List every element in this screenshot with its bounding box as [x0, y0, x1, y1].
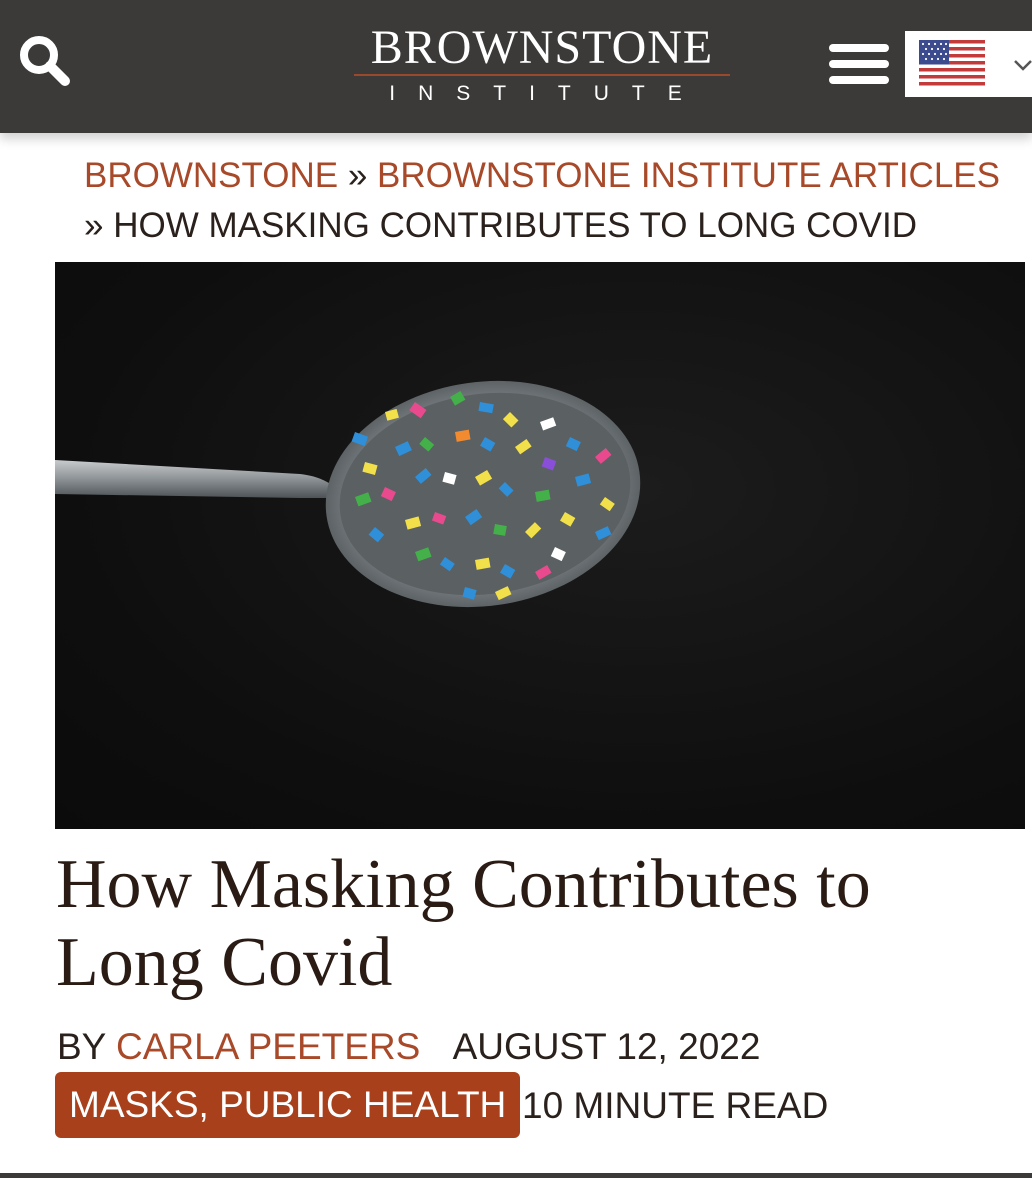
search-icon [14, 30, 76, 92]
breadcrumb [84, 151, 1014, 251]
read-time: 10 MINUTE READ [522, 1085, 829, 1126]
divider [0, 1173, 1032, 1178]
logo-divider [354, 74, 730, 76]
breadcrumb-item-current: HOW MASKING CONTRIBUTES TO LONG COVID [113, 206, 917, 245]
breadcrumb-item-articles[interactable]: BROWNSTONE INSTITUTE ARTICLES [377, 156, 1000, 195]
chevron-down-icon [1013, 55, 1032, 75]
breadcrumb-item-home[interactable]: BROWNSTONE [84, 156, 339, 195]
article-title: How Masking Contributes to Long Covid [56, 846, 871, 1001]
hamburger-line [829, 60, 889, 68]
breadcrumb-separator: » [84, 206, 104, 245]
site-header [0, 0, 1032, 133]
language-selector[interactable] [905, 31, 1032, 97]
site-logo[interactable] [352, 21, 732, 106]
hamburger-menu-button[interactable] [829, 44, 889, 84]
search-button[interactable] [14, 30, 76, 92]
logo-subtitle: INSTITUTE [389, 82, 705, 105]
article-tags[interactable]: MASKS, PUBLIC HEALTH [55, 1072, 520, 1138]
us-flag-icon [919, 40, 985, 86]
author-link[interactable]: CARLA PEETERS [115, 1026, 421, 1067]
byline-prefix: BY [57, 1026, 106, 1067]
logo-wordmark: BROWNSTONE [370, 21, 714, 74]
publish-date: AUGUST 12, 2022 [452, 1026, 761, 1067]
breadcrumb-separator: » [347, 156, 368, 195]
spoon-illustration [55, 262, 1025, 829]
hamburger-line [829, 76, 889, 84]
article-byline [57, 1025, 760, 1069]
hamburger-menu-icon [829, 44, 889, 52]
hero-image [55, 262, 1025, 829]
